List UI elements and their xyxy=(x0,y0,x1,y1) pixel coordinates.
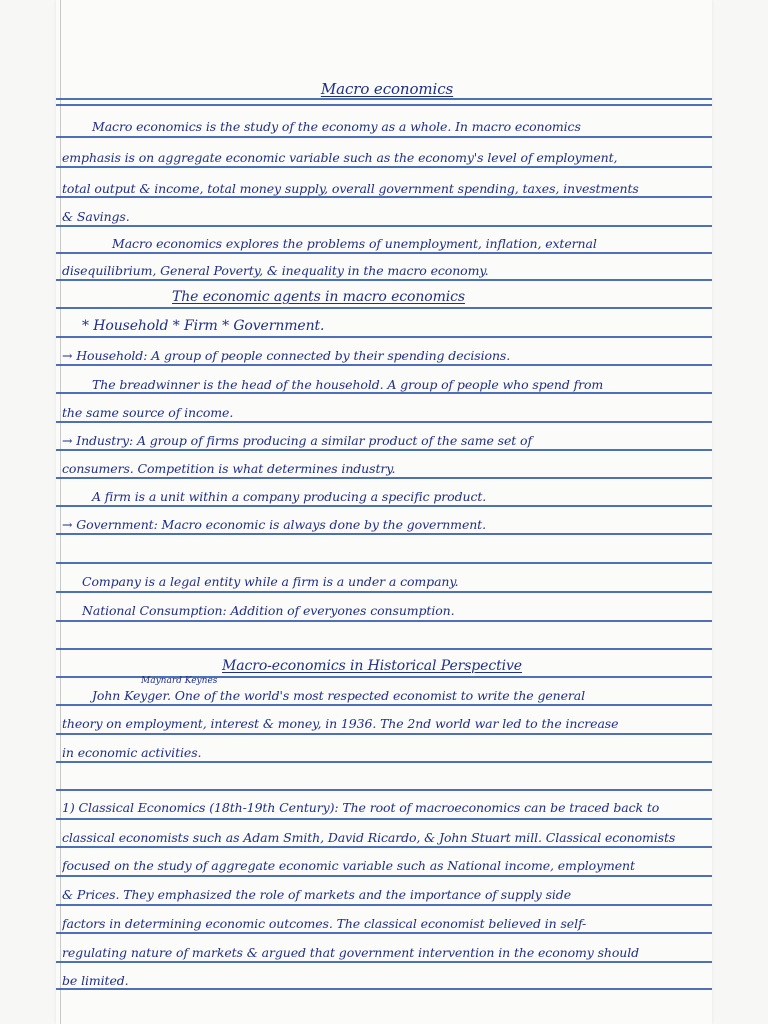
text-line-28: & Prices. They emphasized the role of markets and the importance of supply side xyxy=(62,887,572,902)
ruled-line xyxy=(56,136,712,138)
text-line-5: Macro economics explores the problems of unemployment, inflation, external xyxy=(112,236,597,251)
ruled-line xyxy=(56,846,712,848)
ruled-line xyxy=(56,449,712,451)
margin-line xyxy=(60,0,61,1024)
ruled-line xyxy=(56,225,712,227)
text-line-3: total output & income, total money supply, overall government spending, taxes, investments xyxy=(62,181,639,196)
notebook-page xyxy=(56,0,712,1024)
text-line-31: be limited. xyxy=(62,973,129,988)
ruled-line xyxy=(56,477,712,479)
text-line-17: Company is a legal entity while a firm is a under a company. xyxy=(82,574,459,589)
ruled-line xyxy=(56,648,712,650)
text-line-10: The breadwinner is the head of the household. A group of people who spend from xyxy=(92,377,604,392)
ruled-line xyxy=(56,166,712,168)
section-heading-history: Macro-economics in Historical Perspective xyxy=(222,658,522,674)
ruled-line xyxy=(56,421,712,423)
ruled-line xyxy=(56,904,712,906)
ruled-line xyxy=(56,620,712,622)
ruled-line xyxy=(56,932,712,934)
text-line-30: regulating nature of markets & argued that government intervention in the economy should xyxy=(62,945,640,960)
ruled-line xyxy=(56,988,712,990)
ruled-line xyxy=(56,336,712,338)
superscript-note: Maynard Keynes xyxy=(141,676,218,686)
text-line-25: 1) Classical Economics (18th-19th Century): The root of macroeconomics can be traced back to xyxy=(62,800,660,815)
ruled-line xyxy=(56,761,712,763)
ruled-line xyxy=(56,364,712,366)
ruled-line xyxy=(56,279,712,281)
ruled-line xyxy=(56,704,712,706)
ruled-line xyxy=(56,818,712,820)
text-line-22: theory on employment, interest & money, in 1936. The 2nd world war led to the increase xyxy=(62,716,619,731)
ruled-line xyxy=(56,196,712,198)
text-line-23: in economic activities. xyxy=(62,745,202,760)
ruled-line xyxy=(56,875,712,877)
text-line-13: consumers. Competition is what determines industry. xyxy=(62,461,396,476)
text-line-11: the same source of income. xyxy=(62,405,234,420)
ruled-line xyxy=(56,252,712,254)
text-line-14: A firm is a unit within a company producing a specific product. xyxy=(92,489,487,504)
text-line-21: John Keyger. One of the world's most respected economist to write the general xyxy=(92,688,586,703)
ruled-line xyxy=(56,98,712,100)
ruled-line xyxy=(56,591,712,593)
text-line-6: disequilibrium, General Poverty, & inequality in the macro economy. xyxy=(62,263,489,278)
text-line-26: classical economists such as Adam Smith, David Ricardo, & John Stuart mill. Classical economists xyxy=(62,830,676,845)
ruled-line xyxy=(56,733,712,735)
ruled-line xyxy=(56,961,712,963)
text-line-4: & Savings. xyxy=(62,209,130,224)
text-line-8: * Household * Firm * Government. xyxy=(82,318,325,334)
ruled-line xyxy=(56,562,712,564)
text-line-12: → Industry: A group of firms producing a similar product of the same set of xyxy=(62,433,532,448)
ruled-line xyxy=(56,104,712,106)
text-line-2: emphasis is on aggregate economic variable such as the economy's level of employment, xyxy=(62,150,618,165)
text-line-29: factors in determining economic outcomes. The classical economist believed in self- xyxy=(62,916,587,931)
ruled-line xyxy=(56,392,712,394)
ruled-line xyxy=(56,533,712,535)
ruled-line xyxy=(56,505,712,507)
ruled-line xyxy=(56,307,712,309)
text-line-18: National Consumption: Addition of everyones consumption. xyxy=(82,603,455,618)
text-line-1: Macro economics is the study of the economy as a whole. In macro economics xyxy=(92,119,581,134)
text-line-9: → Household: A group of people connected by their spending decisions. xyxy=(62,348,511,363)
text-line-27: focused on the study of aggregate economic variable such as National income, employment xyxy=(62,858,635,873)
page-title: Macro economics xyxy=(320,80,454,98)
text-line-15: → Government: Macro economic is always done by the government. xyxy=(62,517,486,532)
ruled-line xyxy=(56,789,712,791)
section-heading-agents: The economic agents in macro economics xyxy=(172,289,465,305)
